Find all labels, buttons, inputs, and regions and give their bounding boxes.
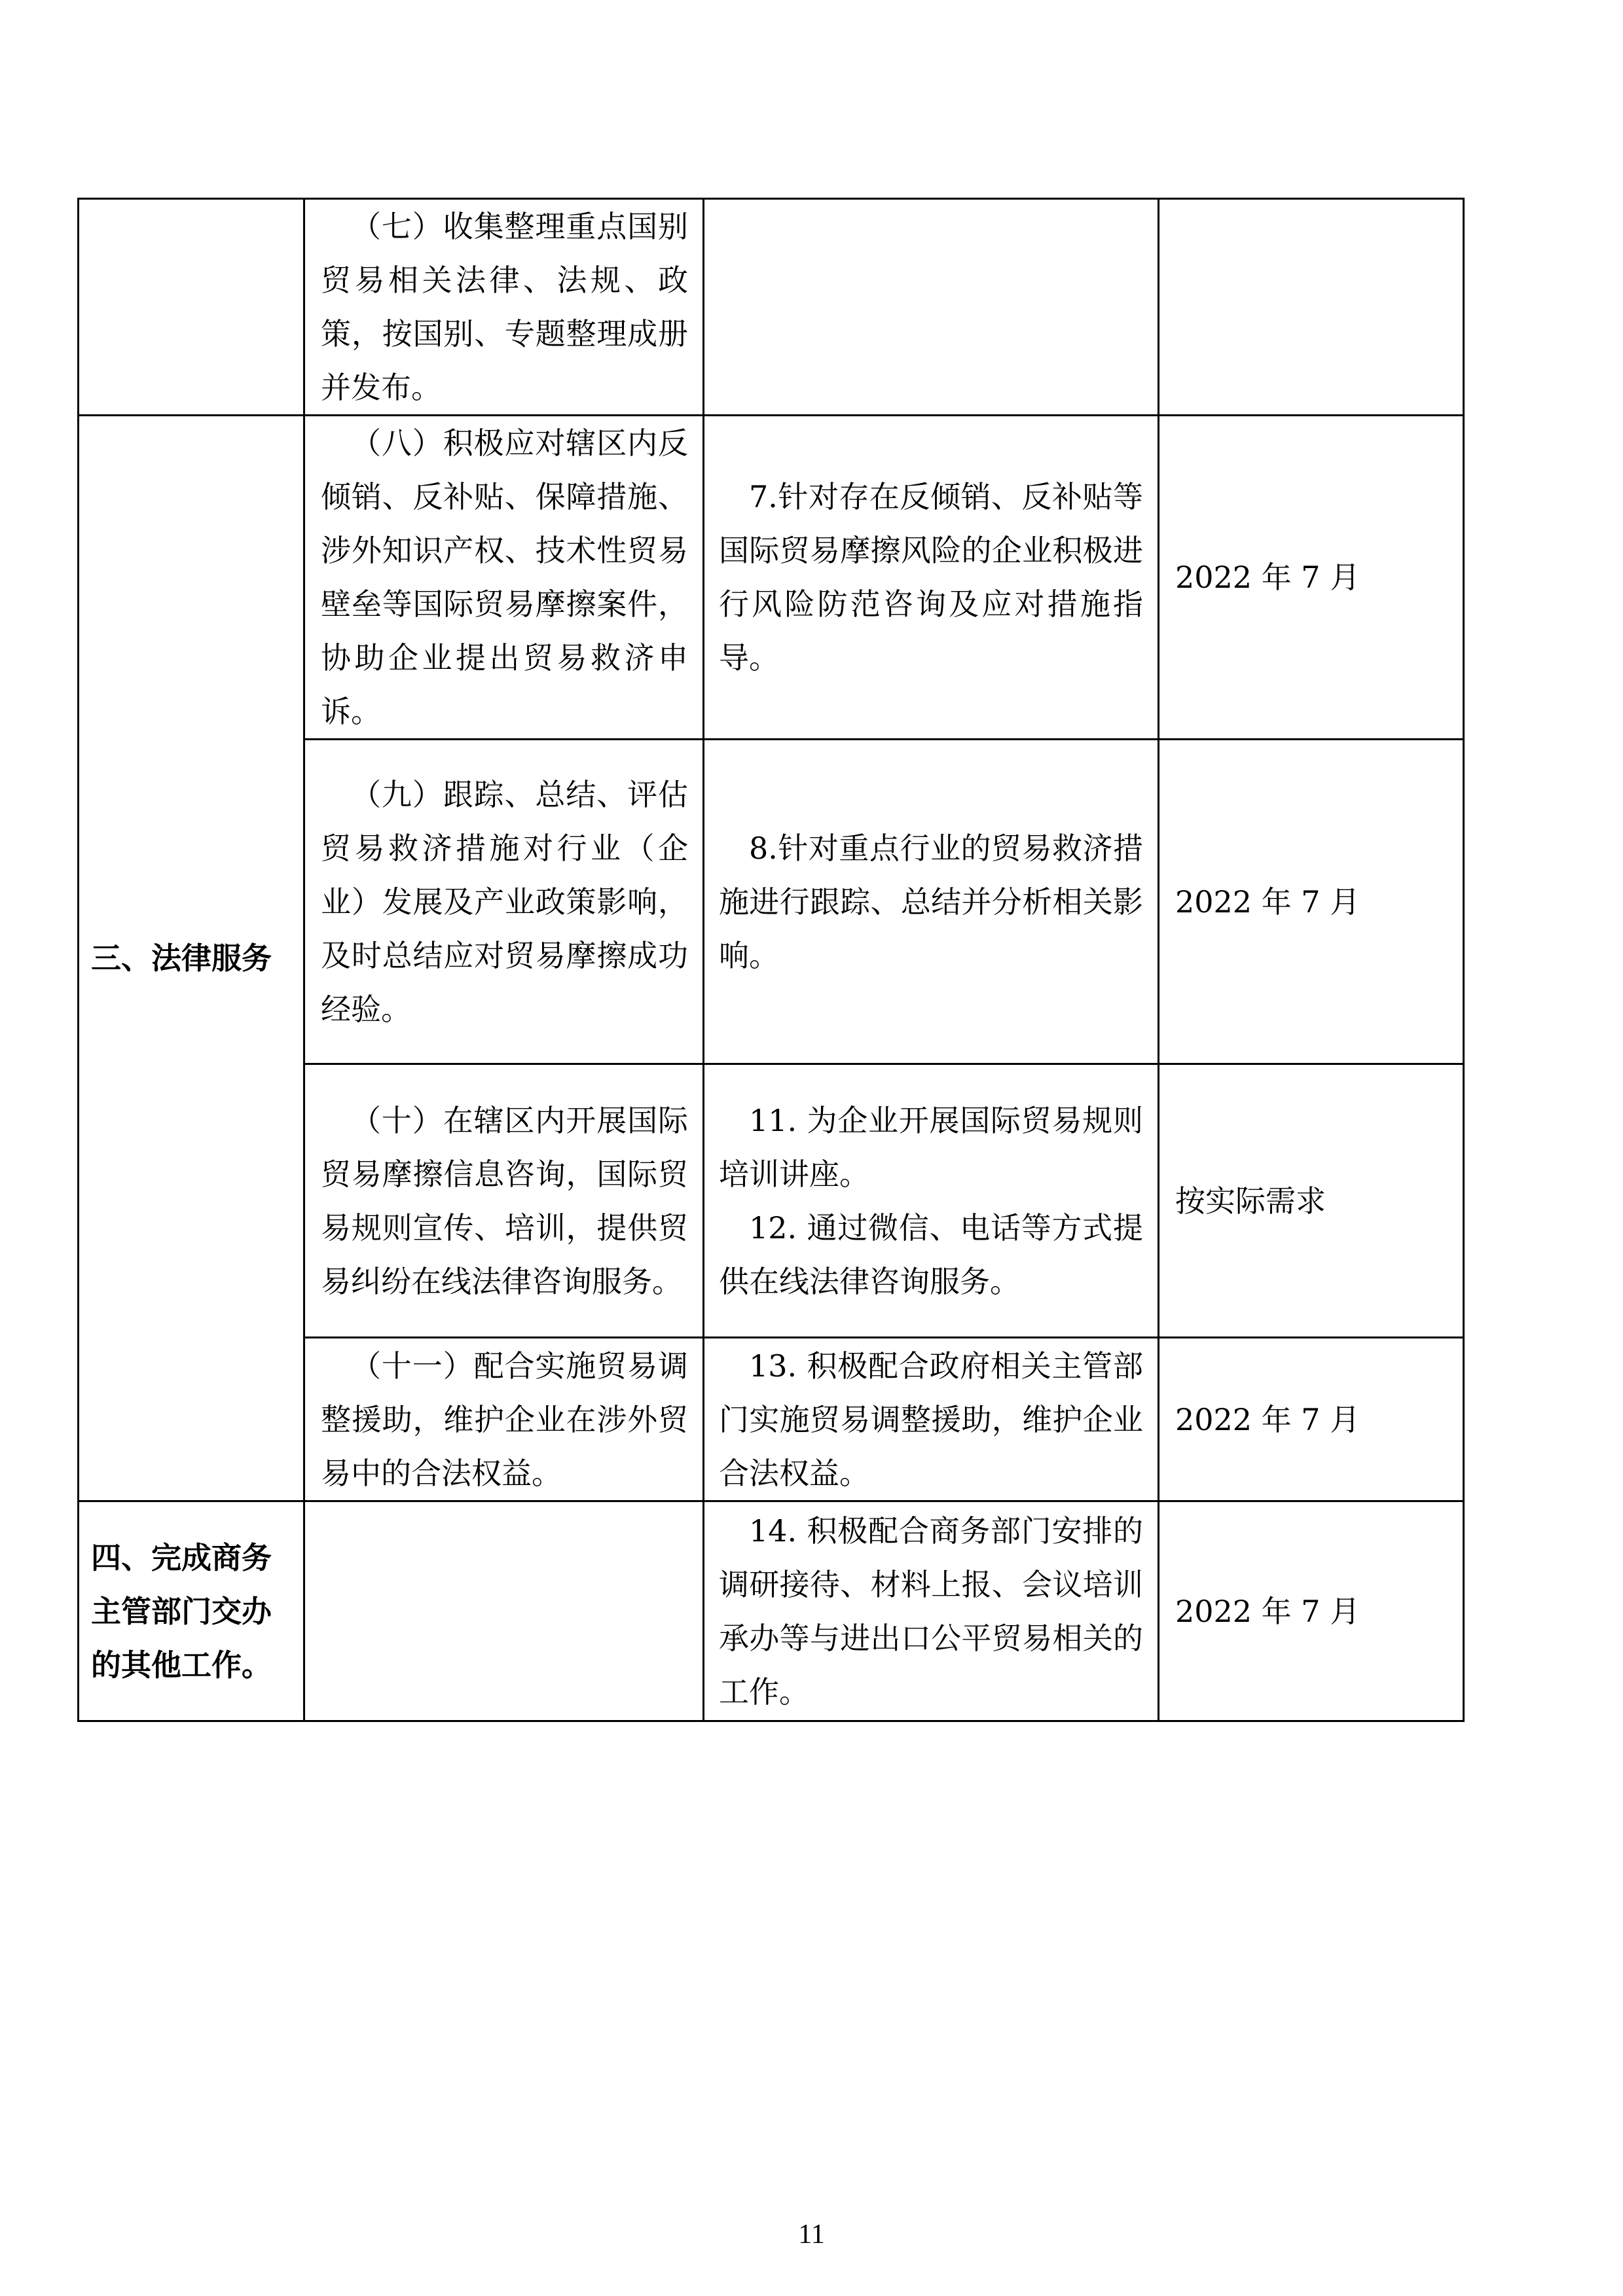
category-cell-legal-services: 三、法律服务 <box>79 416 304 1501</box>
page-number: 11 <box>798 2219 825 2250</box>
time-cell <box>1159 199 1464 416</box>
measure-cell <box>704 199 1159 416</box>
measure-cell: 7.针对存在反倾销、反补贴等国际贸易摩擦风险的企业积极进行风险防范咨询及应对措施指导。 <box>704 416 1159 740</box>
task-cell: （七）收集整理重点国别贸易相关法律、法规、政策，按国别、专题整理成册并发布。 <box>304 199 704 416</box>
measure-cell: 8.针对重点行业的贸易救济措施进行跟踪、总结并分析相关影响。 <box>704 740 1159 1064</box>
task-cell: （十一）配合实施贸易调整援助，维护企业在涉外贸易中的合法权益。 <box>304 1338 704 1501</box>
category-cell-other-work: 四、完成商务主管部门交办的其他工作。 <box>79 1501 304 1721</box>
table-row <box>79 416 1464 740</box>
table-row <box>79 199 1464 416</box>
task-cell: （十）在辖区内开展国际贸易摩擦信息咨询，国际贸易规则宣传、培训，提供贸易纠纷在线法律咨询服务。 <box>304 1064 704 1338</box>
measure-item: 11. 为企业开展国际贸易规则培训讲座。 <box>719 1102 1143 1192</box>
task-cell: （八）积极应对辖区内反倾销、反补贴、保障措施、涉外知识产权、技术性贸易壁垒等国际贸易摩擦案件，协助企业提出贸易救济申诉。 <box>304 416 704 740</box>
measure-cell <box>704 1064 1159 1338</box>
measure-cell: 13. 积极配合政府相关主管部门实施贸易调整援助，维护企业合法权益。 <box>704 1338 1159 1501</box>
measure-cell: 14. 积极配合商务部门安排的调研接待、材料上报、会议培训承办等与进出口公平贸易相关的工作。 <box>704 1501 1159 1721</box>
time-cell: 按实际需求 <box>1159 1064 1464 1338</box>
measure-item: 12. 通过微信、电话等方式提供在线法律咨询服务。 <box>719 1210 1143 1299</box>
category-cell-empty <box>79 199 304 416</box>
task-cell <box>304 1501 704 1721</box>
time-cell: 2022 年 7 月 <box>1159 740 1464 1064</box>
table-row <box>79 1501 1464 1721</box>
work-plan-table <box>77 198 1465 1722</box>
time-cell: 2022 年 7 月 <box>1159 416 1464 740</box>
task-cell: （九）跟踪、总结、评估贸易救济措施对行业（企业）发展及产业政策影响，及时总结应对贸易摩擦成功经验。 <box>304 740 704 1064</box>
time-cell: 2022 年 7 月 <box>1159 1501 1464 1721</box>
time-cell: 2022 年 7 月 <box>1159 1338 1464 1501</box>
